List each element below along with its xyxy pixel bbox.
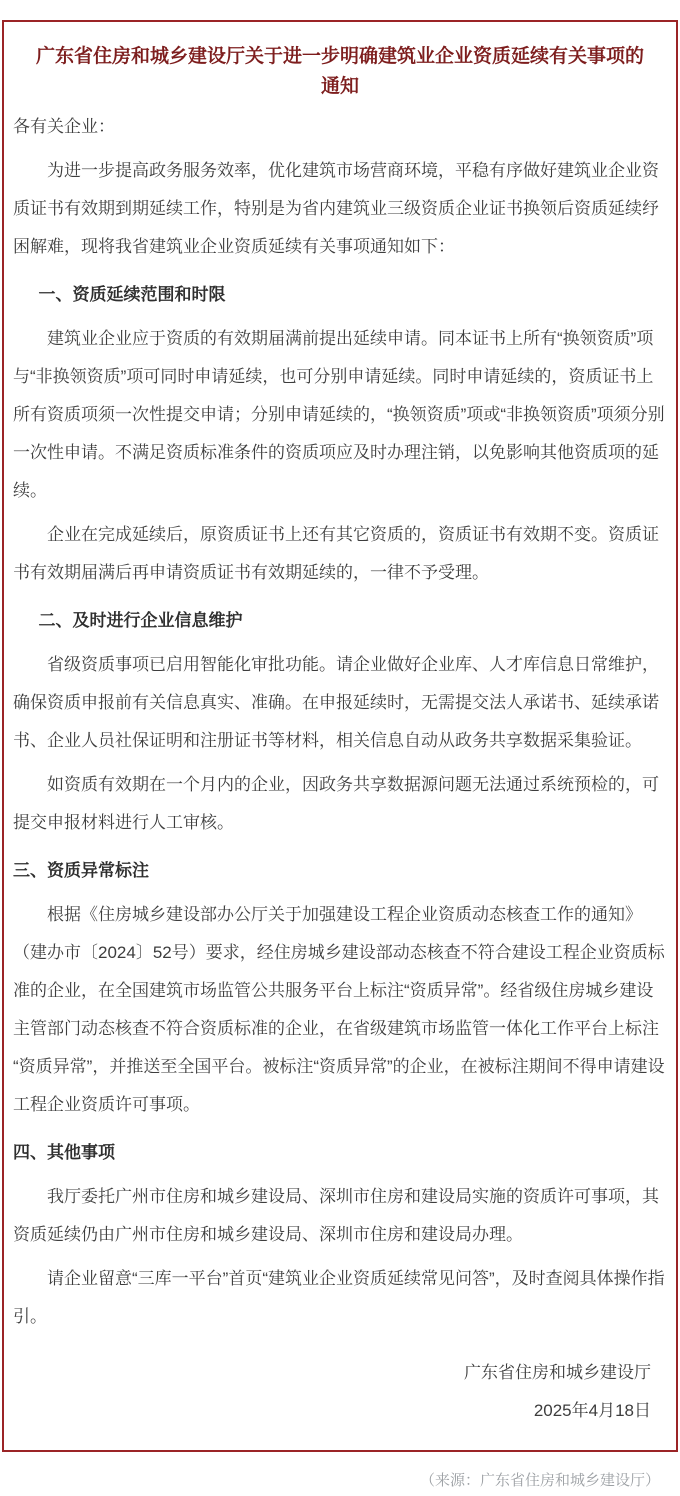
- salutation: 各有关企业：: [13, 117, 115, 136]
- signature-block: [13, 1354, 651, 1430]
- issue-date: 2025年4月18日: [533, 1401, 651, 1420]
- intro-paragraph: 为进一步提高政务服务效率，优化建筑市场营商环境，平稳有序做好建筑业企业资质证书有效期到期延续工作，特别是为省内建筑业三级资质企业证书换领后资质延续纾困解难，现将我省建筑业企业资质延续有关事项通知如下：: [13, 161, 659, 256]
- section-2-paragraph-2: 如资质有效期在一个月内的企业，因政务共享数据源问题无法通过系统预检的，可提交申报材料进行人工审核。: [13, 775, 659, 832]
- notice-page: [0, 20, 680, 1496]
- section-3-heading: 三、资质异常标注: [13, 861, 149, 880]
- section-4-heading: 四、其他事项: [13, 1143, 115, 1162]
- section-4-paragraph-2: 请企业留意“三库一平台”首页“建筑业企业资质延续常见问答”，及时查阅具体操作指引。: [13, 1269, 665, 1326]
- section-1-paragraph-2: 企业在完成延续后，原资质证书上还有其它资质的，资质证书有效期不变。资质证书有效期届满后再申请资质证书有效期延续的，一律不予受理。: [13, 525, 659, 582]
- notice-title: 广东省住房和城乡建设厅关于进一步明确建筑业企业资质延续有关事项的通知: [35, 46, 644, 97]
- notice-border-box: [2, 20, 678, 1452]
- source-note: （来源：广东省住房和城乡建设厅）: [419, 1472, 660, 1489]
- section-3-paragraph-1: 根据《住房城乡建设部办公厅关于加强建设工程企业资质动态核查工作的通知》（建办市〔2024〕52号）要求，经住房城乡建设部动态核查不符合建设工程企业资质标准的企业，在全国建筑市场监管公共服务平台上标注“资质异常”。经省级住房城乡建设主管部门动态核查不符合资质标准的企业，在省级建筑市场监管一体化工作平台上标注“资质异常”，并推送至全国平台。被标注“资质异常”的企业，在被标注期间不得申请建设工程企业资质许可事项。: [13, 905, 665, 1114]
- section-1-paragraph-1: 建筑业企业应于资质的有效期届满前提出延续申请。同本证书上所有“换领资质”项与“非换领资质”项可同时申请延续，也可分别申请延续。同时申请延续的，资质证书上所有资质项须一次性提交申请；分别申请延续的，“换领资质”项或“非换领资质”项须分别一次性申请。不满足资质标准条件的资质项应及时办理注销，以免影响其他资质项的延续。: [13, 329, 665, 500]
- section-2-paragraph-1: 省级资质事项已启用智能化审批功能。请企业做好企业库、人才库信息日常维护，确保资质申报前有关信息真实、准确。在申报延续时，无需提交法人承诺书、延续承诺书、企业人员社保证明和注册证书等材料，相关信息自动从政务共享数据采集验证。: [13, 655, 659, 750]
- section-4-paragraph-1: 我厅委托广州市住房和城乡建设局、深圳市住房和建设局实施的资质许可事项，其资质延续仍由广州市住房和城乡建设局、深圳市住房和建设局办理。: [13, 1187, 659, 1244]
- section-1-heading: 一、资质延续范围和时限: [38, 285, 226, 304]
- section-2-heading: 二、及时进行企业信息维护: [38, 611, 243, 630]
- issuing-authority: 广东省住房和城乡建设厅: [464, 1363, 651, 1382]
